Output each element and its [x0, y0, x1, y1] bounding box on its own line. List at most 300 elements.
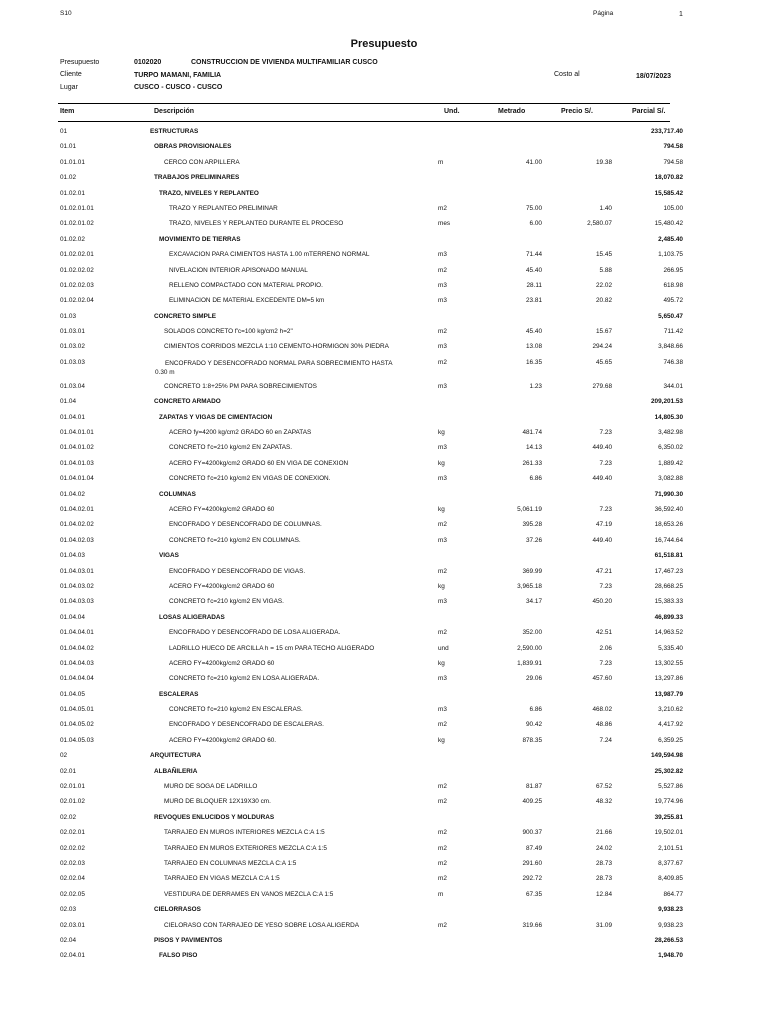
cell-metrado: 395.28 [522, 521, 542, 529]
cell-parcial: 13,302.55 [654, 659, 683, 667]
cell-parcial: 61,518.81 [654, 552, 683, 560]
lugar-value: CUSCO - CUSCO - CUSCO [134, 84, 223, 91]
cell-descripcion: CONCRETO ARMADO [154, 398, 221, 406]
table-section-row [0, 395, 768, 410]
cell-parcial: 15,585.42 [654, 189, 683, 197]
cell-und: m2 [438, 266, 447, 274]
cell-precio: 47.19 [596, 521, 612, 529]
cell-metrado: 3,965.18 [517, 582, 542, 590]
costo-label: Costo al [554, 71, 580, 78]
cell-precio: 7.23 [599, 505, 612, 513]
cell-item: 02.02.04 [60, 875, 85, 883]
table-row [0, 457, 768, 472]
table-section-row [0, 125, 768, 140]
cell-item: 01.04.05.02 [60, 721, 94, 729]
cell-item: 01.04.02 [60, 490, 85, 498]
cell-und: kg [438, 659, 445, 667]
table-section-row [0, 934, 768, 949]
cell-precio: 15.67 [596, 328, 612, 336]
cell-descripcion: LADRILLO HUECO DE ARCILLA h = 15 cm PARA TECHO ALIGERADO [169, 644, 375, 652]
cell-parcial: 2,101.51 [658, 844, 683, 852]
cell-precio: 449.40 [592, 444, 612, 452]
cell-item: 01.01 [60, 143, 76, 151]
cell-metrado: 369.99 [522, 567, 542, 575]
cell-precio: 28.73 [596, 859, 612, 867]
cell-descripcion: TRAZO, NIVELES Y REPLANTEO [159, 189, 259, 197]
cell-item: 01.04.03.02 [60, 582, 94, 590]
cell-descripcion-continuation: 0.30 m [155, 368, 175, 376]
cell-metrado: 14.13 [526, 444, 542, 452]
cell-item: 01.01.01 [60, 158, 85, 166]
col-item: Item [60, 108, 75, 115]
table-row [0, 202, 768, 217]
cell-descripcion: TRABAJOS PRELIMINARES [154, 174, 240, 182]
table-row [0, 325, 768, 340]
table-section-row [0, 688, 768, 703]
cell-parcial: 9,938.23 [658, 921, 683, 929]
cell-parcial: 18,653.26 [654, 521, 683, 529]
cell-parcial: 3,082.88 [658, 475, 683, 483]
cell-und: kg [438, 429, 445, 437]
cell-precio: 20.82 [596, 297, 612, 305]
cell-metrado: 45.40 [526, 328, 542, 336]
cell-item: 01.03 [60, 312, 76, 320]
table-row [0, 534, 768, 549]
cell-parcial: 6,359.25 [658, 736, 683, 744]
col-metrado: Metrado [498, 108, 526, 115]
cell-descripcion: ENCOFRADO Y DESENCOFRADO DE VIGAS. [169, 567, 306, 575]
cell-und: m3 [438, 297, 447, 305]
cell-descripcion: TARRAJEO EN MUROS INTERIORES MEZCLA C:A 1:5 [164, 829, 325, 837]
cell-precio: 279.68 [592, 382, 612, 390]
cell-item: 01.04.05 [60, 690, 85, 698]
cell-item: 01 [60, 128, 68, 135]
cliente-label: Cliente [60, 71, 82, 78]
cell-precio: 449.40 [592, 536, 612, 544]
cell-metrado: 28.11 [526, 281, 542, 289]
cell-item: 01.02.02.03 [60, 281, 94, 289]
cell-item: 01.04.01 [60, 413, 85, 421]
cell-und: m2 [438, 921, 447, 929]
cell-descripcion: EXCAVACION PARA CIMIENTOS HASTA 1.00 mTERRENO NORMAL [169, 251, 370, 259]
cell-metrado: 900.37 [522, 829, 542, 837]
cell-parcial: 3,210.62 [658, 706, 683, 714]
table-row [0, 826, 768, 841]
cell-parcial: 5,650.47 [658, 312, 683, 320]
cell-parcial: 3,848.66 [658, 343, 683, 351]
cell-und: kg [438, 736, 445, 744]
cell-precio: 1.40 [599, 204, 612, 212]
cell-metrado: 87.49 [526, 844, 542, 852]
cell-parcial: 711.42 [663, 328, 683, 336]
cell-parcial: 1,889.42 [658, 459, 683, 467]
cell-precio: 24.02 [596, 844, 612, 852]
table-row [0, 264, 768, 279]
cell-item: 02.04.01 [60, 952, 85, 960]
cell-parcial: 19,502.01 [654, 829, 683, 837]
cell-parcial: 495.72 [663, 297, 683, 305]
cell-und: m2 [438, 829, 447, 837]
cell-item: 01.03.03 [60, 358, 85, 366]
cell-metrado: 6.00 [529, 220, 542, 228]
cell-precio: 48.86 [596, 721, 612, 729]
cell-descripcion: VIGAS [159, 552, 179, 560]
cell-item: 02.02.03 [60, 859, 85, 867]
cell-parcial: 794.58 [663, 143, 683, 151]
cell-descripcion: VESTIDURA DE DERRAMES EN VANOS MEZCLA C:A 1:5 [164, 890, 334, 898]
cell-parcial: 19,774.96 [654, 798, 683, 806]
table-section-row [0, 611, 768, 626]
cliente-value: TURPO MAMANI, FAMILIA [134, 72, 222, 79]
table-row [0, 248, 768, 263]
table-row [0, 626, 768, 641]
presupuesto-name: CONSTRUCCION DE VIVIENDA MULTIFAMILIAR CUSCO [191, 59, 378, 66]
cell-und: m2 [438, 204, 447, 212]
cell-descripcion: ACERO FY=4200kg/cm2 GRADO 60. [169, 736, 277, 744]
cell-descripcion: TARRAJEO EN COLUMNAS MEZCLA C:A 1:5 [164, 859, 297, 867]
cell-item: 01.04.05.03 [60, 736, 94, 744]
table-row [0, 795, 768, 810]
cell-descripcion: CONCRETO f'c=210 kg/cm2 EN LOSA ALIGERADA. [169, 675, 320, 683]
page-number: 1 [679, 11, 683, 18]
cell-parcial: 233,717.40 [651, 128, 683, 135]
cell-descripcion: SOLADOS CONCRETO f'c=100 kg/cm2 h=2" [164, 328, 293, 336]
cell-descripcion: LOSAS ALIGERADAS [159, 613, 225, 621]
cell-item: 01.02.02 [60, 235, 85, 243]
table-row [0, 657, 768, 672]
table-section-row [0, 749, 768, 764]
cell-item: 01.04.04.02 [60, 644, 94, 652]
cell-und: und [438, 644, 449, 652]
table-row [0, 857, 768, 872]
cell-und: kg [438, 582, 445, 590]
column-header [58, 103, 670, 122]
cell-parcial: 6,350.02 [658, 444, 683, 452]
cell-precio: 22.02 [596, 281, 612, 289]
cell-metrado: 5,061.19 [517, 505, 542, 513]
cell-parcial: 25,302.82 [654, 767, 683, 775]
table-section-row [0, 903, 768, 918]
table-section-row [0, 488, 768, 503]
cell-metrado: 319.66 [522, 921, 542, 929]
cell-item: 02.03 [60, 906, 76, 914]
cell-metrado: 352.00 [522, 629, 542, 637]
cell-parcial: 2,485.40 [658, 235, 683, 243]
cell-metrado: 878.35 [522, 736, 542, 744]
cell-und: m2 [438, 721, 447, 729]
cell-precio: 28.73 [596, 875, 612, 883]
cell-item: 01.04.04.01 [60, 629, 94, 637]
cell-und: m3 [438, 343, 447, 351]
cell-descripcion: TRAZO, NIVELES Y REPLANTEO DURANTE EL PROCESO [169, 220, 344, 228]
cell-parcial: 105.00 [663, 204, 683, 212]
cell-und: m3 [438, 536, 447, 544]
cell-metrado: 261.33 [522, 459, 542, 467]
cell-parcial: 36,592.40 [654, 505, 683, 513]
table-row [0, 595, 768, 610]
cell-und: kg [438, 459, 445, 467]
cell-item: 01.04.05.01 [60, 706, 94, 714]
cell-item: 02.01.01 [60, 783, 85, 791]
cell-parcial: 8,409.85 [658, 875, 683, 883]
cell-descripcion: CONCRETO SIMPLE [154, 312, 217, 320]
table-row [0, 734, 768, 749]
cell-descripcion: CONCRETO f'c=210 kg/cm2 EN VIGAS. [169, 598, 284, 606]
cell-parcial: 4,417.92 [658, 721, 683, 729]
cell-item: 01.02 [60, 174, 76, 182]
table-row [0, 580, 768, 595]
cell-descripcion: ALBAÑILERIA [154, 767, 198, 775]
cell-und: m2 [438, 783, 447, 791]
table-section-row [0, 811, 768, 826]
col-und: Und. [444, 108, 460, 115]
cell-item: 01.02.02.04 [60, 297, 94, 305]
cell-descripcion: CONCRETO f'c=210 kg/cm2 EN COLUMNAS. [169, 536, 301, 544]
cell-metrado: 292.72 [522, 875, 542, 883]
table-row [0, 718, 768, 733]
cell-und: m3 [438, 475, 447, 483]
cell-metrado: 291.60 [522, 859, 542, 867]
table-section-row [0, 233, 768, 248]
cell-item: 01.04.01.01 [60, 429, 94, 437]
cell-parcial: 3,482.98 [658, 429, 683, 437]
cell-precio: 7.24 [599, 736, 612, 744]
table-section-row [0, 171, 768, 186]
table-row [0, 380, 768, 395]
table-row [0, 279, 768, 294]
cell-precio: 7.23 [599, 582, 612, 590]
table-section-row [0, 187, 768, 202]
cell-parcial: 46,899.33 [654, 613, 683, 621]
document-title: Presupuesto [350, 38, 418, 50]
table-section-row [0, 549, 768, 564]
table-row [0, 356, 768, 380]
cell-item: 01.02.02.01 [60, 251, 94, 259]
cell-precio: 468.02 [592, 706, 612, 714]
cell-item: 01.02.02.02 [60, 266, 94, 274]
cell-item: 02.01 [60, 767, 76, 775]
cell-descripcion: PISOS Y PAVIMENTOS [154, 936, 223, 944]
cell-parcial: 9,938.23 [658, 906, 683, 914]
cell-metrado: 41.00 [526, 158, 542, 166]
cell-und: m3 [438, 281, 447, 289]
cell-item: 01.04.03 [60, 552, 85, 560]
cell-precio: 19.38 [596, 158, 612, 166]
cell-parcial: 14,963.52 [654, 629, 683, 637]
cell-und: m3 [438, 251, 447, 259]
cell-metrado: 37.26 [526, 536, 542, 544]
table-section-row [0, 140, 768, 155]
table-section-row [0, 411, 768, 426]
cell-precio: 7.23 [599, 659, 612, 667]
cell-metrado: 75.00 [526, 204, 542, 212]
cell-parcial: 15,480.42 [654, 220, 683, 228]
cell-metrado: 71.44 [526, 251, 542, 259]
cell-metrado: 34.17 [526, 598, 542, 606]
cell-und: m2 [438, 328, 447, 336]
cell-parcial: 17,467.23 [654, 567, 683, 575]
presupuesto-code: 0102020 [134, 59, 162, 66]
cell-precio: 31.09 [596, 921, 612, 929]
cell-item: 02 [60, 752, 68, 760]
cell-parcial: 5,527.86 [658, 783, 683, 791]
cell-item: 01.03.04 [60, 382, 85, 390]
cell-und: m2 [438, 567, 447, 575]
cell-item: 01.03.02 [60, 343, 85, 351]
cell-precio: 7.23 [599, 459, 612, 467]
cell-precio: 7.23 [599, 429, 612, 437]
table-row [0, 872, 768, 887]
cell-metrado: 45.40 [526, 266, 542, 274]
cell-parcial: 266.95 [663, 266, 683, 274]
cell-metrado: 1,839.91 [517, 659, 542, 667]
cell-und: m2 [438, 859, 447, 867]
cell-parcial: 746.38 [663, 358, 683, 366]
cell-parcial: 1,103.75 [658, 251, 683, 259]
cell-precio: 67.52 [596, 783, 612, 791]
col-descripcion: Descripción [154, 108, 195, 115]
cell-parcial: 1,948.70 [658, 952, 683, 960]
cell-descripcion: ENCOFRADO Y DESENCOFRADO DE LOSA ALIGERADA. [169, 629, 341, 637]
cell-descripcion: FALSO PISO [159, 952, 198, 960]
cell-descripcion: ENCOFRADO Y DESENCOFRADO DE COLUMNAS. [169, 521, 322, 529]
cell-descripcion: ENCOFRADO Y DESENCOFRADO DE ESCALERAS. [169, 721, 324, 729]
cell-parcial: 864.77 [663, 890, 683, 898]
cell-item: 02.02.05 [60, 890, 85, 898]
cell-item: 01.04.02.03 [60, 536, 94, 544]
table-row [0, 888, 768, 903]
cell-descripcion: CONCRETO f'c=210 kg/cm2 EN ZAPATAS. [169, 444, 293, 452]
cell-descripcion: MOVIMIENTO DE TIERRAS [159, 235, 241, 243]
cell-descripcion: TRAZO Y REPLANTEO PRELIMINAR [169, 204, 278, 212]
cell-parcial: 14,805.30 [654, 413, 683, 421]
cell-metrado: 2,590.00 [517, 644, 542, 652]
table-row [0, 565, 768, 580]
cell-precio: 449.40 [592, 475, 612, 483]
cell-descripcion: CONCRETO 1:8+25% PM PARA SOBRECIMIENTOS [164, 382, 317, 390]
cell-parcial: 5,335.40 [658, 644, 683, 652]
cell-parcial: 618.98 [663, 281, 683, 289]
cell-parcial: 13,297.86 [654, 675, 683, 683]
cell-precio: 450.20 [592, 598, 612, 606]
presupuesto-label: Presupuesto [60, 59, 100, 66]
cell-precio: 12.84 [596, 890, 612, 898]
table-row [0, 156, 768, 171]
cell-parcial: 209,201.53 [651, 398, 683, 406]
table-section-row [0, 310, 768, 325]
cell-descripcion: ESTRUCTURAS [150, 128, 199, 135]
cell-metrado: 6.86 [529, 475, 542, 483]
cell-item: 01.03.01 [60, 328, 85, 336]
cell-descripcion: ACERO FY=4200kg/cm2 GRADO 60 [169, 505, 275, 513]
cell-item: 01.04.01.03 [60, 459, 94, 467]
cell-metrado: 16.35 [526, 358, 542, 366]
cell-descripcion: TARRAJEO EN MUROS EXTERIORES MEZCLA C:A 1:5 [164, 844, 327, 852]
cell-descripcion [155, 359, 405, 377]
cell-parcial: 15,383.33 [654, 598, 683, 606]
cell-item: 02.03.01 [60, 921, 85, 929]
table-row [0, 217, 768, 232]
cell-parcial: 13,987.79 [654, 690, 683, 698]
cell-item: 02.02.02 [60, 844, 85, 852]
table-row [0, 441, 768, 456]
cell-metrado: 481.74 [522, 429, 542, 437]
table-row [0, 919, 768, 934]
cell-precio: 21.66 [596, 829, 612, 837]
cell-descripcion: CONCRETO f'c=210 kg/cm2 EN ESCALERAS. [169, 706, 303, 714]
table-section-row [0, 949, 768, 964]
cell-item: 01.04.03.01 [60, 567, 94, 575]
cell-parcial: 39,255.81 [654, 813, 683, 821]
cell-precio: 2,580.07 [587, 220, 612, 228]
cell-metrado: 23.81 [526, 297, 542, 305]
cell-precio: 2.06 [599, 644, 612, 652]
cell-und: m2 [438, 521, 447, 529]
cell-precio: 42.51 [596, 629, 612, 637]
table-row [0, 518, 768, 533]
table-row [0, 340, 768, 355]
cell-metrado: 1.23 [529, 382, 542, 390]
cell-descripcion: COLUMNAS [159, 490, 196, 498]
col-parcial: Parcial S/. [632, 108, 666, 115]
cell-item: 01.02.01 [60, 189, 85, 197]
col-precio: Precio S/. [561, 108, 593, 115]
cell-descripcion: CONCRETO f'c=210 kg/cm2 EN VIGAS DE CONEXION. [169, 475, 331, 483]
cell-descripcion: CERCO CON ARPILLERA [164, 158, 240, 166]
cell-descripcion: RELLENO COMPACTADO CON MATERIAL PROPIO. [169, 281, 323, 289]
table-row [0, 503, 768, 518]
table-row [0, 842, 768, 857]
cell-item: 01.02.01.01 [60, 204, 94, 212]
costo-date: 18/07/2023 [636, 73, 672, 80]
cell-descripcion: ACERO FY=4200kg/cm2 GRADO 60 EN VIGA DE CONEXION [169, 459, 349, 467]
cell-descripcion: ESCALERAS [159, 690, 199, 698]
cell-parcial: 71,990.30 [654, 490, 683, 498]
cell-descripcion: REVOQUES ENLUCIDOS Y MOLDURAS [154, 813, 275, 821]
cell-item: 01.04.01.04 [60, 475, 94, 483]
cell-precio: 47.21 [596, 567, 612, 575]
cell-item: 01.04.04 [60, 613, 85, 621]
cell-und: m [438, 158, 444, 166]
cell-und: mes [438, 220, 451, 228]
cell-und: m2 [438, 844, 447, 852]
cell-und: m2 [438, 875, 447, 883]
table-row [0, 426, 768, 441]
cell-und: m3 [438, 598, 447, 606]
cell-und: m2 [438, 358, 447, 366]
cell-und: m2 [438, 798, 447, 806]
cell-item: 02.02.01 [60, 829, 85, 837]
cell-und: m3 [438, 706, 447, 714]
cell-und: m3 [438, 382, 447, 390]
table-row [0, 294, 768, 309]
cell-und: m3 [438, 444, 447, 452]
cell-item: 02.04 [60, 936, 76, 944]
cell-item: 01.04.01.02 [60, 444, 94, 452]
budget-table [0, 125, 768, 965]
cell-precio: 45.65 [596, 358, 612, 366]
cell-item: 01.04.04.04 [60, 675, 94, 683]
cell-item: 02.01.02 [60, 798, 85, 806]
cell-parcial: 8,377.67 [658, 859, 683, 867]
cell-parcial: 28,266.53 [654, 936, 683, 944]
cell-parcial: 16,744.64 [654, 536, 683, 544]
cell-metrado: 13.08 [526, 343, 542, 351]
cell-metrado: 90.42 [526, 721, 542, 729]
cell-precio: 48.32 [596, 798, 612, 806]
cell-metrado: 6.86 [529, 706, 542, 714]
cell-descripcion-line: ENCOFRADO Y DESENCOFRADO NORMAL PARA SOBRECIMIENTO HASTA [165, 359, 393, 367]
